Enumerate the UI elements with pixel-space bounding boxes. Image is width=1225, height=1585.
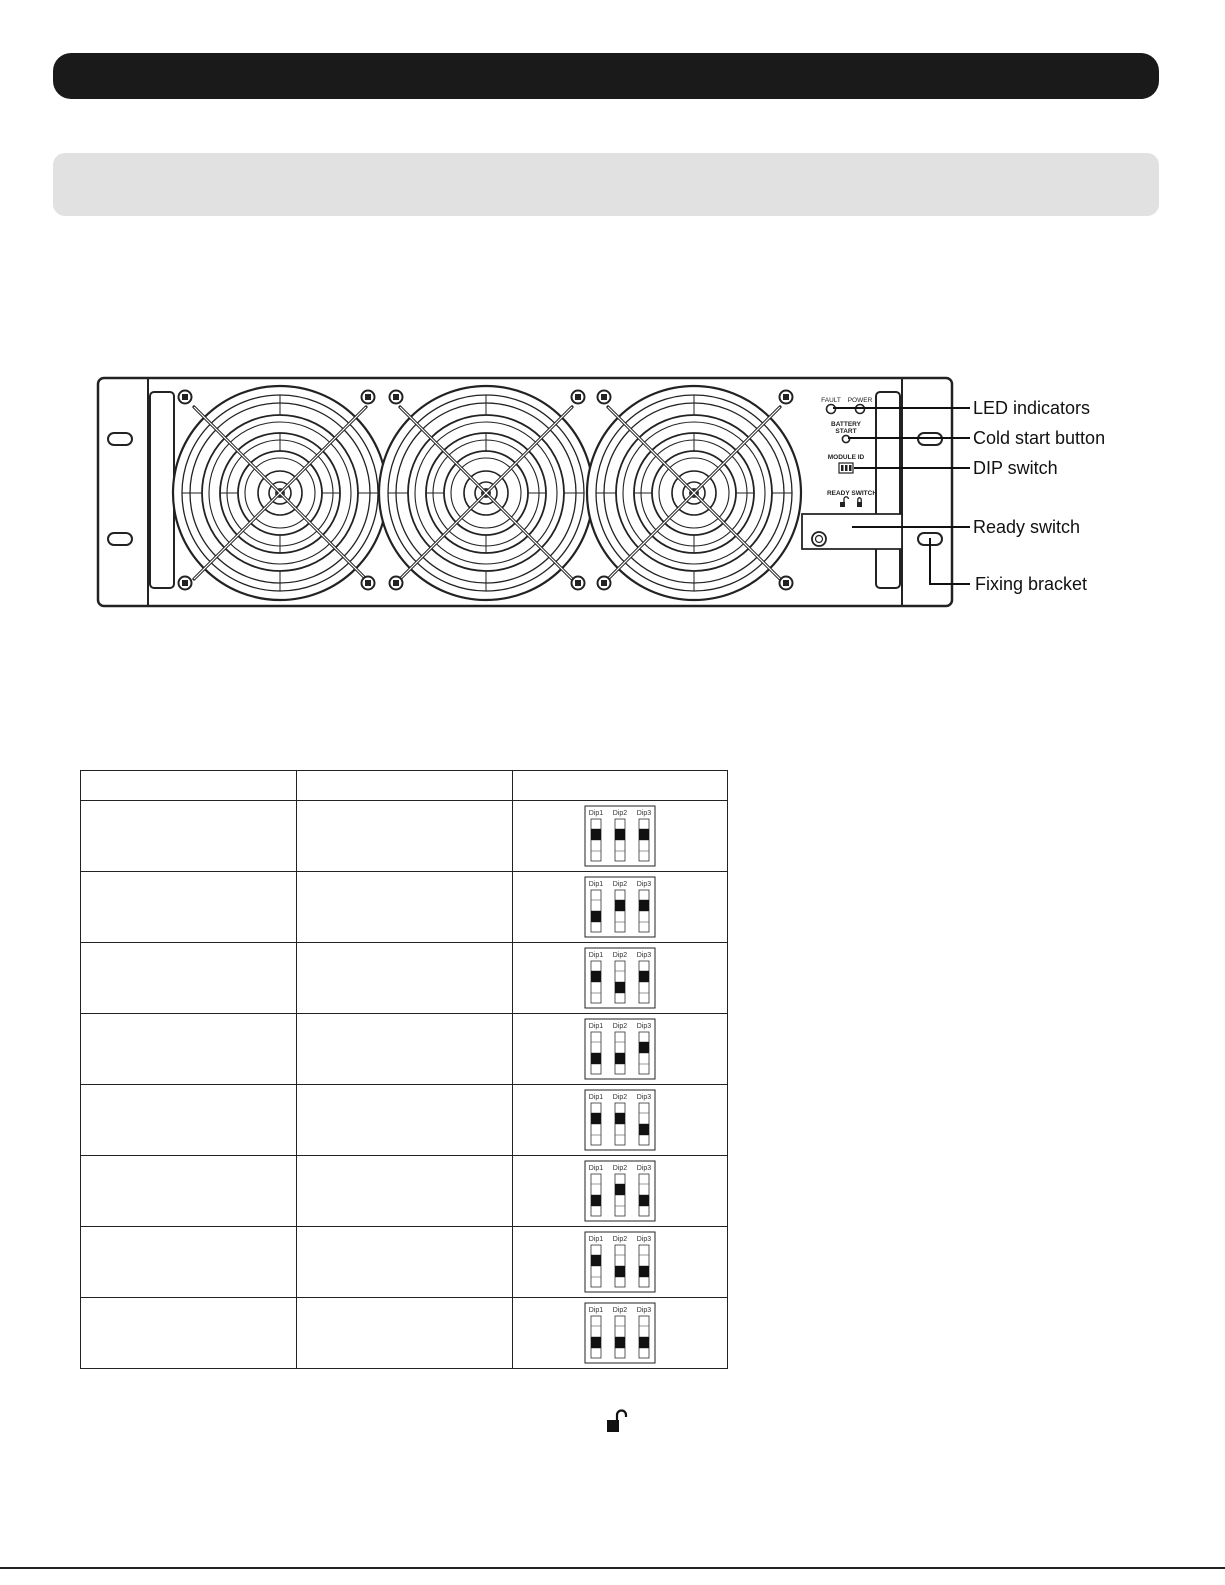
dip-knob-down (591, 1195, 601, 1206)
table-cell (81, 1298, 297, 1369)
dip-knob-up (615, 1113, 625, 1124)
dip-label: Dip1 (588, 881, 604, 888)
dip-label: Dip3 (636, 952, 652, 959)
dip-switch-diagram (584, 1018, 656, 1080)
dip-switch-diagram (584, 876, 656, 938)
table-header-cell (81, 771, 297, 801)
dip-knob-up (615, 900, 625, 911)
table-header-cell (513, 771, 728, 801)
dip-knob-up (615, 829, 625, 840)
dip-knob-down (639, 1195, 649, 1206)
dip-label: Dip1 (588, 1094, 604, 1101)
table-cell (297, 1085, 513, 1156)
dip-knob-down (615, 1053, 625, 1064)
table-row (81, 1298, 728, 1369)
table-cell (81, 1156, 297, 1227)
fan-left (173, 386, 387, 600)
dip-knob-up (591, 1113, 601, 1124)
table-cell (81, 801, 297, 872)
dip-knob-down (639, 1337, 649, 1348)
dip-knob-down (615, 982, 625, 993)
dip-knob-down (639, 1124, 649, 1135)
dip-knob-down (591, 1053, 601, 1064)
dip-knob-up (591, 1255, 601, 1266)
table-cell (297, 1014, 513, 1085)
callout-ready-switch: Ready switch (973, 517, 1081, 537)
dip-label: Dip2 (612, 1307, 628, 1314)
dip-switch-diagram (584, 805, 656, 867)
table-cell (81, 1227, 297, 1298)
dip-switch-diagram (584, 1231, 656, 1293)
dip-label: Dip3 (636, 881, 652, 888)
dip-switch-diagram (584, 1302, 656, 1364)
table-row (81, 1156, 728, 1227)
dip-setting-cell (513, 1156, 728, 1227)
dip-knob-up (639, 900, 649, 911)
ups-module-front-panel (96, 376, 1126, 612)
table-cell (297, 1227, 513, 1298)
dip-switch-diagram (584, 947, 656, 1009)
table-row (81, 1085, 728, 1156)
table-row (81, 1227, 728, 1298)
unlock-icon (606, 1409, 628, 1433)
table-row (81, 943, 728, 1014)
dip-knob-down (591, 1337, 601, 1348)
header-banner (53, 53, 1159, 99)
callout-led-indicators: LED indicators (973, 398, 1091, 418)
table-header-row (81, 771, 728, 801)
dip-label: Dip3 (636, 1023, 652, 1030)
dip-setting-cell (513, 1014, 728, 1085)
dip-switch-diagram (584, 1089, 656, 1151)
dip-setting-cell (513, 1085, 728, 1156)
table-cell (297, 1298, 513, 1369)
dip-label: Dip3 (636, 1236, 652, 1243)
dip-knob-down (615, 1337, 625, 1348)
dip-label: Dip3 (636, 1307, 652, 1314)
dip-switch-table (80, 770, 728, 1369)
module-id-label: MODULE ID (827, 454, 865, 461)
battery-start-label-2: START (835, 428, 857, 435)
dip-switch-diagram (584, 1160, 656, 1222)
dip-label: Dip1 (588, 952, 604, 959)
dip-knob-up (615, 1184, 625, 1195)
dip-label: Dip2 (612, 952, 628, 959)
dip-label: Dip1 (588, 1236, 604, 1243)
table-cell (297, 872, 513, 943)
power-led-label: POWER (847, 397, 873, 404)
dip-knob-up (639, 1042, 649, 1053)
footer-rule (0, 1567, 1225, 1569)
dip-label: Dip1 (588, 1023, 604, 1030)
fault-led-label: FAULT (821, 397, 841, 404)
dip-label: Dip2 (612, 1165, 628, 1172)
dip-label: Dip3 (636, 1094, 652, 1101)
dip-label: Dip1 (588, 810, 604, 817)
section-banner (53, 153, 1159, 216)
table-cell (81, 872, 297, 943)
callout-dip-switch: DIP switch (973, 458, 1058, 478)
dip-setting-cell (513, 1298, 728, 1369)
dip-knob-up (591, 971, 601, 982)
dip-label: Dip1 (588, 1165, 604, 1172)
fan-center (379, 386, 593, 600)
dip-label: Dip2 (612, 1236, 628, 1243)
dip-label: Dip3 (636, 1165, 652, 1172)
dip-knob-down (639, 1266, 649, 1277)
table-row (81, 801, 728, 872)
table-cell (81, 943, 297, 1014)
dip-knob-up (639, 829, 649, 840)
dip-label: Dip3 (636, 810, 652, 817)
dip-label: Dip2 (612, 810, 628, 817)
dip-setting-cell (513, 872, 728, 943)
dip-knob-down (591, 911, 601, 922)
table-cell (297, 943, 513, 1014)
dip-label: Dip2 (612, 881, 628, 888)
table-cell (81, 1085, 297, 1156)
dip-knob-up (591, 829, 601, 840)
table-cell (81, 1014, 297, 1085)
table-cell (297, 801, 513, 872)
ready-switch-label: READY SWITCH (826, 490, 878, 497)
callout-cold-start-button: Cold start button (973, 428, 1106, 448)
table-header-cell (297, 771, 513, 801)
dip-setting-cell (513, 1227, 728, 1298)
table-row (81, 872, 728, 943)
dip-label: Dip2 (612, 1023, 628, 1030)
dip-setting-cell (513, 943, 728, 1014)
dip-label: Dip1 (588, 1307, 604, 1314)
table-cell (297, 1156, 513, 1227)
dip-knob-down (615, 1266, 625, 1277)
dip-setting-cell (513, 801, 728, 872)
dip-label: Dip2 (612, 1094, 628, 1101)
battery-start-label-1: BATTERY (831, 421, 861, 428)
fan-right (587, 386, 801, 600)
table-row (81, 1014, 728, 1085)
dip-knob-up (639, 971, 649, 982)
callout-fixing-bracket: Fixing bracket (975, 574, 1088, 594)
